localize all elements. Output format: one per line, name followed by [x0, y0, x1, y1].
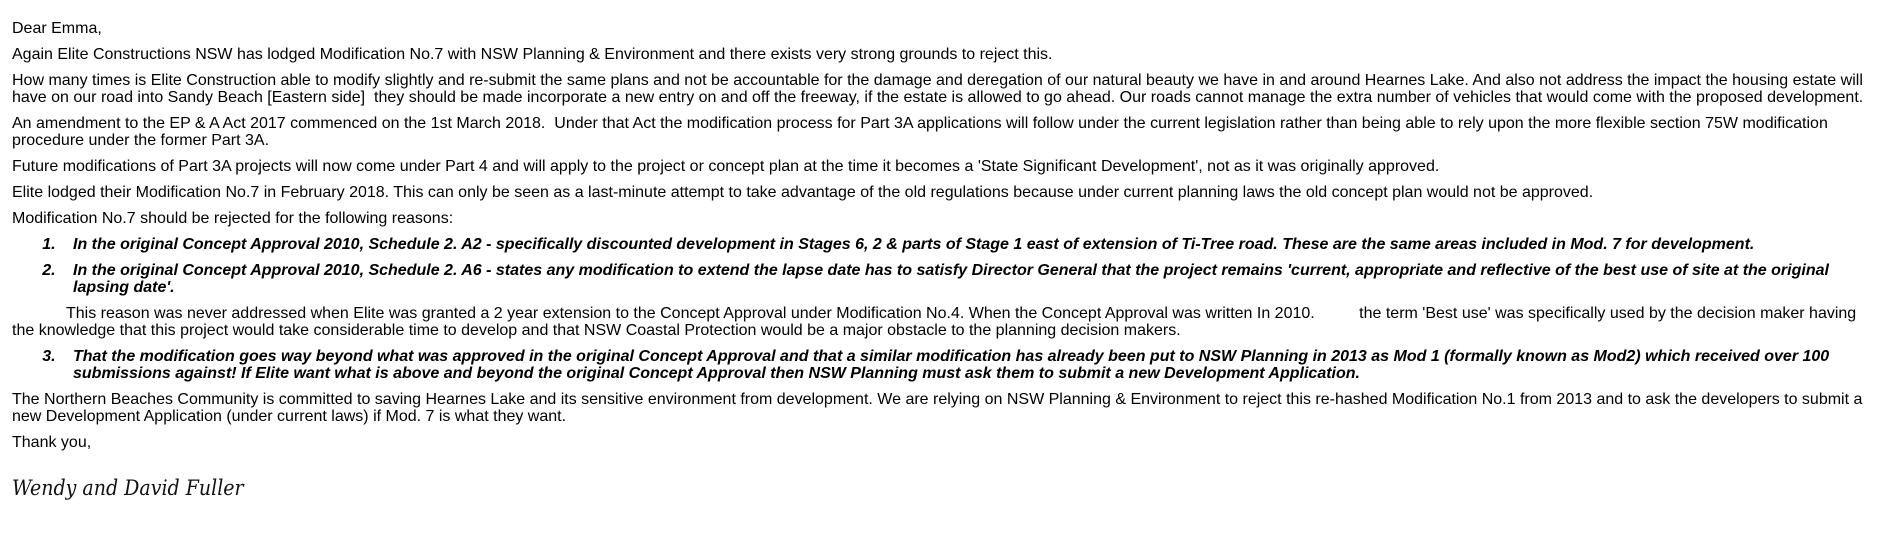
greeting: Dear Emma,	[12, 20, 102, 37]
reasons-list-continued	[12, 348, 1876, 382]
paragraph-lodged-mod7: Again Elite Constructions NSW has lodged Modification No.7 with NSW Planning & Environment and there exists very strong grounds to reject this.	[12, 46, 1053, 63]
reason-item-1: 1. In the original Concept Approval 2010, Schedule 2. A2 - specifically discounted development in Stages 6, 2 & parts of Stage 1 east of extension of Ti-Tree road. These are the same areas included in Mod. 7 for development.	[60, 236, 1876, 253]
sign-off: Thank you,	[12, 434, 92, 451]
signature: Wendy and David Fuller	[12, 475, 244, 501]
reason-item-2: 2. In the original Concept Approval 2010, Schedule 2. A6 - states any modification to extend the lapse date has to satisfy Director General that the project remains 'current, appropriate and reflective of the best use of site at the original lapsing date'.	[60, 262, 1876, 296]
paragraph-future-modifications: Future modifications of Part 3A projects will now come under Part 4 and will apply to the project or concept plan at the time it becomes a 'State Significant Development', not as it was originally approved.	[12, 158, 1440, 175]
paragraph-reasons-intro: Modification No.7 should be rejected for the following reasons:	[12, 210, 454, 227]
paragraph-resubmit-concerns: How many times is Elite Construction able to modify slightly and re-submit the same plans and not be accountable for the damage and deregation of our natural beauty we have in and around Hearnes Lake. And also not address the impact the housing estate will have on our road into Sandy Beach [Eastern side] they should be made incorporate a new entry on and off the freeway, if the estate is allowed to go ahead. Our roads cannot manage the extra number of vehicles that would come with the proposed development.	[12, 72, 1868, 106]
reasons-list	[12, 236, 1876, 296]
reason-item-3: 3. That the modification goes way beyond what was approved in the original Concept Approval and that a similar modification has already been put to NSW Planning in 2013 as Mod 1 (formally known as Mod2) which received over 100 submissions against! If Elite want what is above and beyond the original Concept Approval then NSW Planning must ask them to submit a new Development Application.	[60, 348, 1876, 382]
paragraph-lodged-february: Elite lodged their Modification No.7 in February 2018. This can only be seen as a last-minute attempt to take advantage of the old regulations because under current planning laws the old concept plan would not be approved.	[12, 184, 1594, 201]
paragraph-community-commitment: The Northern Beaches Community is committed to saving Hearnes Lake and its sensitive environment from development. We are relying on NSW Planning & Environment to reject this re-hashed Modification No.1 from 2013 and to ask the developers to submit a new Development Application (under current laws) if Mod. 7 is what they want.	[12, 391, 1867, 425]
paragraph-ep-a-act-amendment: An amendment to the EP & A Act 2017 commenced on the 1st March 2018. Under that Act the modification process for Part 3A applications will follow under the current legislation rather than being able to rely upon the more flexible section 75W modification procedure under the former Part 3A.	[12, 115, 1833, 149]
reason-2-note: This reason was never addressed when Elite was granted a 2 year extension to the Concept Approval under Modification No.4. When the Concept Approval was written In 2010. the term 'Best use' was specifically used by the decision maker having the knowledge that this project would take considerable time to develop and that NSW Coastal Protection would be a major obstacle to the planning decision makers.	[12, 305, 1861, 339]
